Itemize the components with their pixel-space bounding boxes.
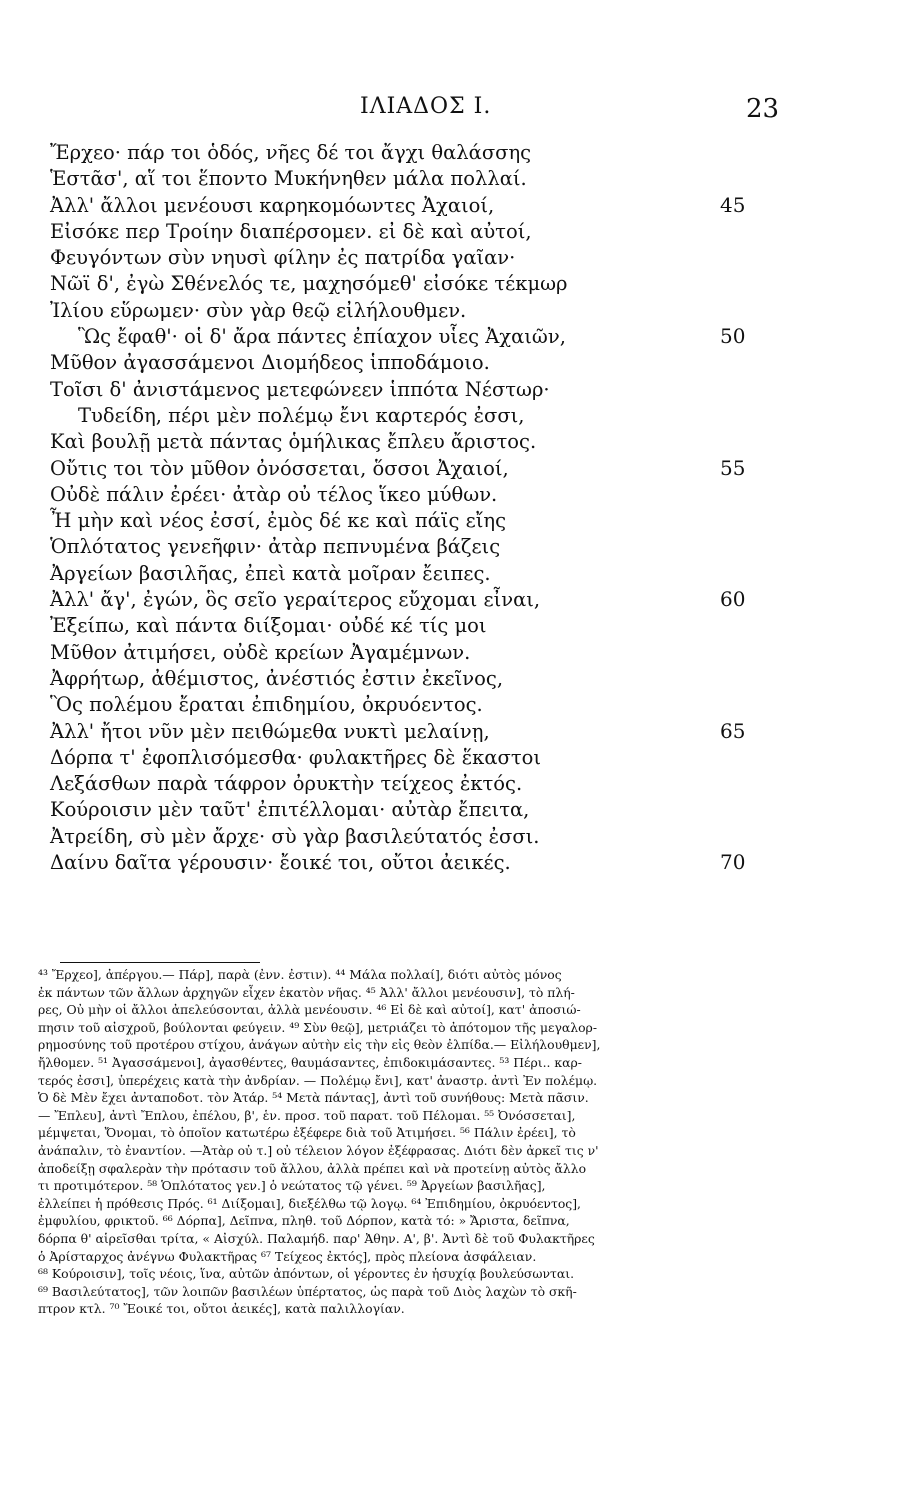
verse-line: Ἐξείπω, καὶ πάντα διίξομαι· οὐδέ κέ τίς μοι bbox=[50, 614, 487, 638]
verse-line: Μῦθον ἀτιμήσει, οὐδὲ κρείων Ἀγαμέμνων. bbox=[50, 640, 471, 664]
note-line: ἀποδείξῃ σφαλερὰν τὴν πρότασιν τοῦ ἄλλου, ἀλλὰ πρέπει καὶ νὰ προτείνῃ αὐτὸς ἄλλο bbox=[38, 1160, 587, 1176]
verse-line: Ὁπλότατος γενεῆφιν· ἀτὰρ πεπνυμένα βάζεις bbox=[50, 535, 501, 559]
footnote-rule bbox=[60, 962, 260, 963]
line-number: 45 bbox=[720, 192, 746, 217]
note-line: ρημοσύνης τοῦ προτέρου στίχου, ἀνάγων αὐτὴν εἰς τὴν εἰς θεὸν ἐλπίδα.— Εἰλήλουθμεν], bbox=[38, 1037, 601, 1053]
line-number: 70 bbox=[720, 850, 746, 875]
verse-line: Καὶ βουλῇ μετὰ πάντας ὁμήλικας ἔπλευ ἄριστος. bbox=[50, 430, 537, 454]
verse-line: Δαίνυ δαῖτα γέρουσιν· ἔοικέ τοι, οὔτοι ἀεικές. bbox=[50, 851, 511, 875]
verse-line: Ἑστᾶσ', αἵ τοι ἕποντο Μυκήνηθεν μάλα πολλαί. bbox=[50, 167, 527, 191]
verse-line: Ἀλλ' ἤτοι νῦν μὲν πειθώμεθα νυκτὶ μελαίνῃ, bbox=[50, 719, 490, 743]
commentary-notes bbox=[38, 966, 778, 1318]
verse-line: Ὃς πολέμου ἔραται ἐπιδημίου, ὀκρυόεντος. bbox=[50, 693, 483, 717]
note-line: πησιν τοῦ αἰσχροῦ, βούλονται φεύγειν. ⁴⁹ Σὺν θεῷ], μετριάζει τὸ ἀπότομον τῆς μεγαλορ- bbox=[38, 1019, 598, 1035]
verse-line: Ἀλλ' ἄλλοι μενέουσι καρηκομόωντες Ἀχαιοί, bbox=[50, 193, 495, 217]
verse-line: Ἀργείων βασιλῆας, ἐπεὶ κατὰ μοῖραν ἔειπες. bbox=[50, 561, 491, 585]
note-line: ⁴³ Ἔρχεο], ἀπέργου.— Πάρ], παρὰ (ἐνν. ἐστιν). ⁴⁴ Μάλα πολλαί], διότι αὐτὸς μόνος bbox=[38, 967, 562, 982]
verse-line: Νῶϊ δ', ἐγὼ Σθένελός τε, μαχησόμεθ' εἰσόκε τέκμωρ bbox=[50, 272, 568, 296]
verse-line: Φευγόντων σὺν νηυσὶ φίλην ἐς πατρίδα γαῖαν· bbox=[50, 246, 516, 270]
verse-block bbox=[50, 140, 570, 876]
note-line: τι προτιμότερον. ⁵⁸ Ὁπλότατος γεν.] ὁ νεώτατος τῷ γένει. ⁵⁹ Ἀργείων βασιλῆας], bbox=[38, 1178, 546, 1194]
verse-line: Ἰλίου εὕρωμεν· σὺν γὰρ θεῷ εἰλήλουθμεν. bbox=[50, 298, 467, 322]
note-line: ἐμφυλίου, φρικτοῦ. ⁶⁶ Δόρπα], Δεῖπνα, πληθ. τοῦ Δόρπον, κατὰ τό: » Ἄριστα, δεῖπνα, bbox=[38, 1213, 570, 1229]
note-line: ἐλλείπει ἡ πρόθεσις Πρός. ⁶¹ Διίξομαι], διεξέλθω τῷ λογῳ. ⁶⁴ Ἐπιδημίου, ὀκρυόεντος], bbox=[38, 1195, 581, 1211]
verse-line: Ἀφρήτωρ, ἀθέμιστος, ἀνέστιός ἐστιν ἐκεῖνος, bbox=[50, 666, 504, 690]
verse-line: Λεξάσθων παρὰ τάφρον ὀρυκτὴν τείχεος ἐκτός. bbox=[50, 772, 523, 796]
note-line: ἤλθομεν. ⁵¹ Ἀγασσάμενοι], ἀγασθέντες, θαυμάσαντες, ἐπιδοκιμάσαντες. ⁵³ Πέρι.. καρ- bbox=[38, 1054, 582, 1070]
line-number: 50 bbox=[720, 324, 746, 349]
note-line: ρες, Οὐ μὴν οἱ ἄλλοι ἀπελεύσονται, ἀλλὰ μενέουσιν. ⁴⁶ Εἰ δὲ καὶ αὐτοί], κατ' ἀποσιώ- bbox=[38, 1002, 581, 1018]
line-number: 55 bbox=[720, 455, 746, 480]
verse-line: Ὣς ἔφαθ'· οἱ δ' ἄρα πάντες ἐπίαχον υἷες Ἀχαιῶν, bbox=[78, 325, 566, 349]
running-title: ΙΛΙΑΔΟΣ Ι. bbox=[360, 94, 492, 119]
line-number: 60 bbox=[720, 587, 746, 612]
page-header bbox=[0, 94, 901, 128]
verse-line: Ἀλλ' ἄγ', ἐγών, ὃς σεῖο γεραίτερος εὔχομαι εἶναι, bbox=[50, 588, 541, 612]
note-line: μέμψεται, Ὄνομαι, τὸ ὁποῖον κατωτέρω ἐξέφερε διὰ τοῦ Ἀτιμήσει. ⁵⁶ Πάλιν ἐρέει], τὸ bbox=[38, 1125, 576, 1141]
line-number: 65 bbox=[720, 718, 746, 743]
verse-line: Οὔτις τοι τὸν μῦθον ὀνόσσεται, ὅσσοι Ἀχαιοί, bbox=[50, 456, 509, 480]
note-line: — Ἔπλευ], ἀντὶ Ἔπλου, ἐπέλου, β', ἑν. προσ. τοῦ παρατ. τοῦ Πέλομαι. ⁵⁵ Ὀνόσσεται], bbox=[38, 1107, 576, 1123]
verse-line: Ἀτρείδη, σὺ μὲν ἄρχε· σὺ γὰρ βασιλεύτατός ἐσσι. bbox=[50, 824, 540, 848]
note-line: πτρον κτλ. ⁷⁰ Ἔοικέ τοι, οὔτοι ἀεικές], κατὰ παλιλλογίαν. bbox=[38, 1301, 405, 1317]
note-line: ὁ Ἀρίσταρχος ἀνέγνω Φυλακτῆρας ⁶⁷ Τείχεος ἐκτός], πρὸς πλείονα ἀσφάλειαν. bbox=[38, 1248, 537, 1264]
page-number: 23 bbox=[746, 94, 780, 124]
verse-line: Ἔρχεο· πάρ τοι ὁδός, νῆες δέ τοι ἄγχι θαλάσσης bbox=[50, 141, 532, 164]
note-line: δόρπα θ' αἱρεῖσθαι τρίτα, « Αἰσχύλ. Παλαμήδ. παρ' Ἀθην. Α', β'. Ἀντὶ δὲ τοῦ Φυλακτῆρες bbox=[38, 1230, 595, 1246]
note-line: ⁶⁸ Κούροισιν], τοῖς νέοις, ἵνα, αὐτῶν ἀπόντων, οἱ γέροντες ἐν ἡσυχίᾳ βουλεύσωνται. bbox=[38, 1266, 575, 1282]
verse-line: Τυδείδη, πέρι μὲν πολέμῳ ἔνι καρτερός ἐσσι, bbox=[78, 403, 525, 427]
verse-line: Μῦθον ἀγασσάμενοι Διομήδεος ἱπποδάμοιο. bbox=[50, 351, 490, 375]
note-line: τερός ἐσσι], ὑπερέχεις κατὰ τὴν ἀνδρίαν. — Πολέμῳ ἔνι], κατ' ἀναστρ. ἀντὶ Ἐν πολέμῳ. bbox=[38, 1072, 598, 1088]
verse-line: Κούροισιν μὲν ταῦτ' ἐπιτέλλομαι· αὐτὰρ ἔπειτα, bbox=[50, 798, 530, 822]
verse-line: Ἦ μὴν καὶ νέος ἐσσί, ἐμὸς δέ κε καὶ πάϊς εἴης bbox=[50, 509, 506, 533]
note-line: ἐκ πάντων τῶν ἄλλων ἀρχηγῶν εἶχεν ἑκατὸν νῆας. ⁴⁵ Ἀλλ' ἄλλοι μενέουσιν], τὸ πλή- bbox=[38, 984, 575, 1000]
note-line: ⁶⁹ Βασιλεύτατος], τῶν λοιπῶν βασιλέων ὑπέρτατος, ὡς παρὰ τοῦ Διὸς λαχὼν τὸ σκῆ- bbox=[38, 1283, 577, 1299]
verse-line: Οὐδὲ πάλιν ἐρέει· ἀτὰρ οὐ τέλος ἵκεο μύθων. bbox=[50, 482, 498, 506]
verse-line: Εἰσόκε περ Τροίην διαπέρσομεν. εἰ δὲ καὶ αὐτοί, bbox=[50, 219, 532, 243]
note-line: ἀνάπαλιν, τὸ ἐναντίον. —Ἀτὰρ οὐ τ.] οὐ τέλειον λόγον ἐξέφρασας. Διότι δὲν ἀρκεῖ τις ν' bbox=[38, 1142, 599, 1158]
verse-line: Τοῖσι δ' ἀνιστάμενος μετεφώνεεν ἱππότα Νέστωρ· bbox=[50, 377, 550, 401]
note-line: Ὁ δὲ Μὲν ἔχει ἀνταποδοτ. τὸν Ἀτάρ. ⁵⁴ Μετὰ πάντας], ἀντὶ τοῦ συνήθους: Μετὰ πᾶσιν. bbox=[38, 1090, 589, 1106]
verse-line: Δόρπα τ' ἐφοπλισόμεσθα· φυλακτῆρες δὲ ἕκαστοι bbox=[50, 745, 542, 769]
